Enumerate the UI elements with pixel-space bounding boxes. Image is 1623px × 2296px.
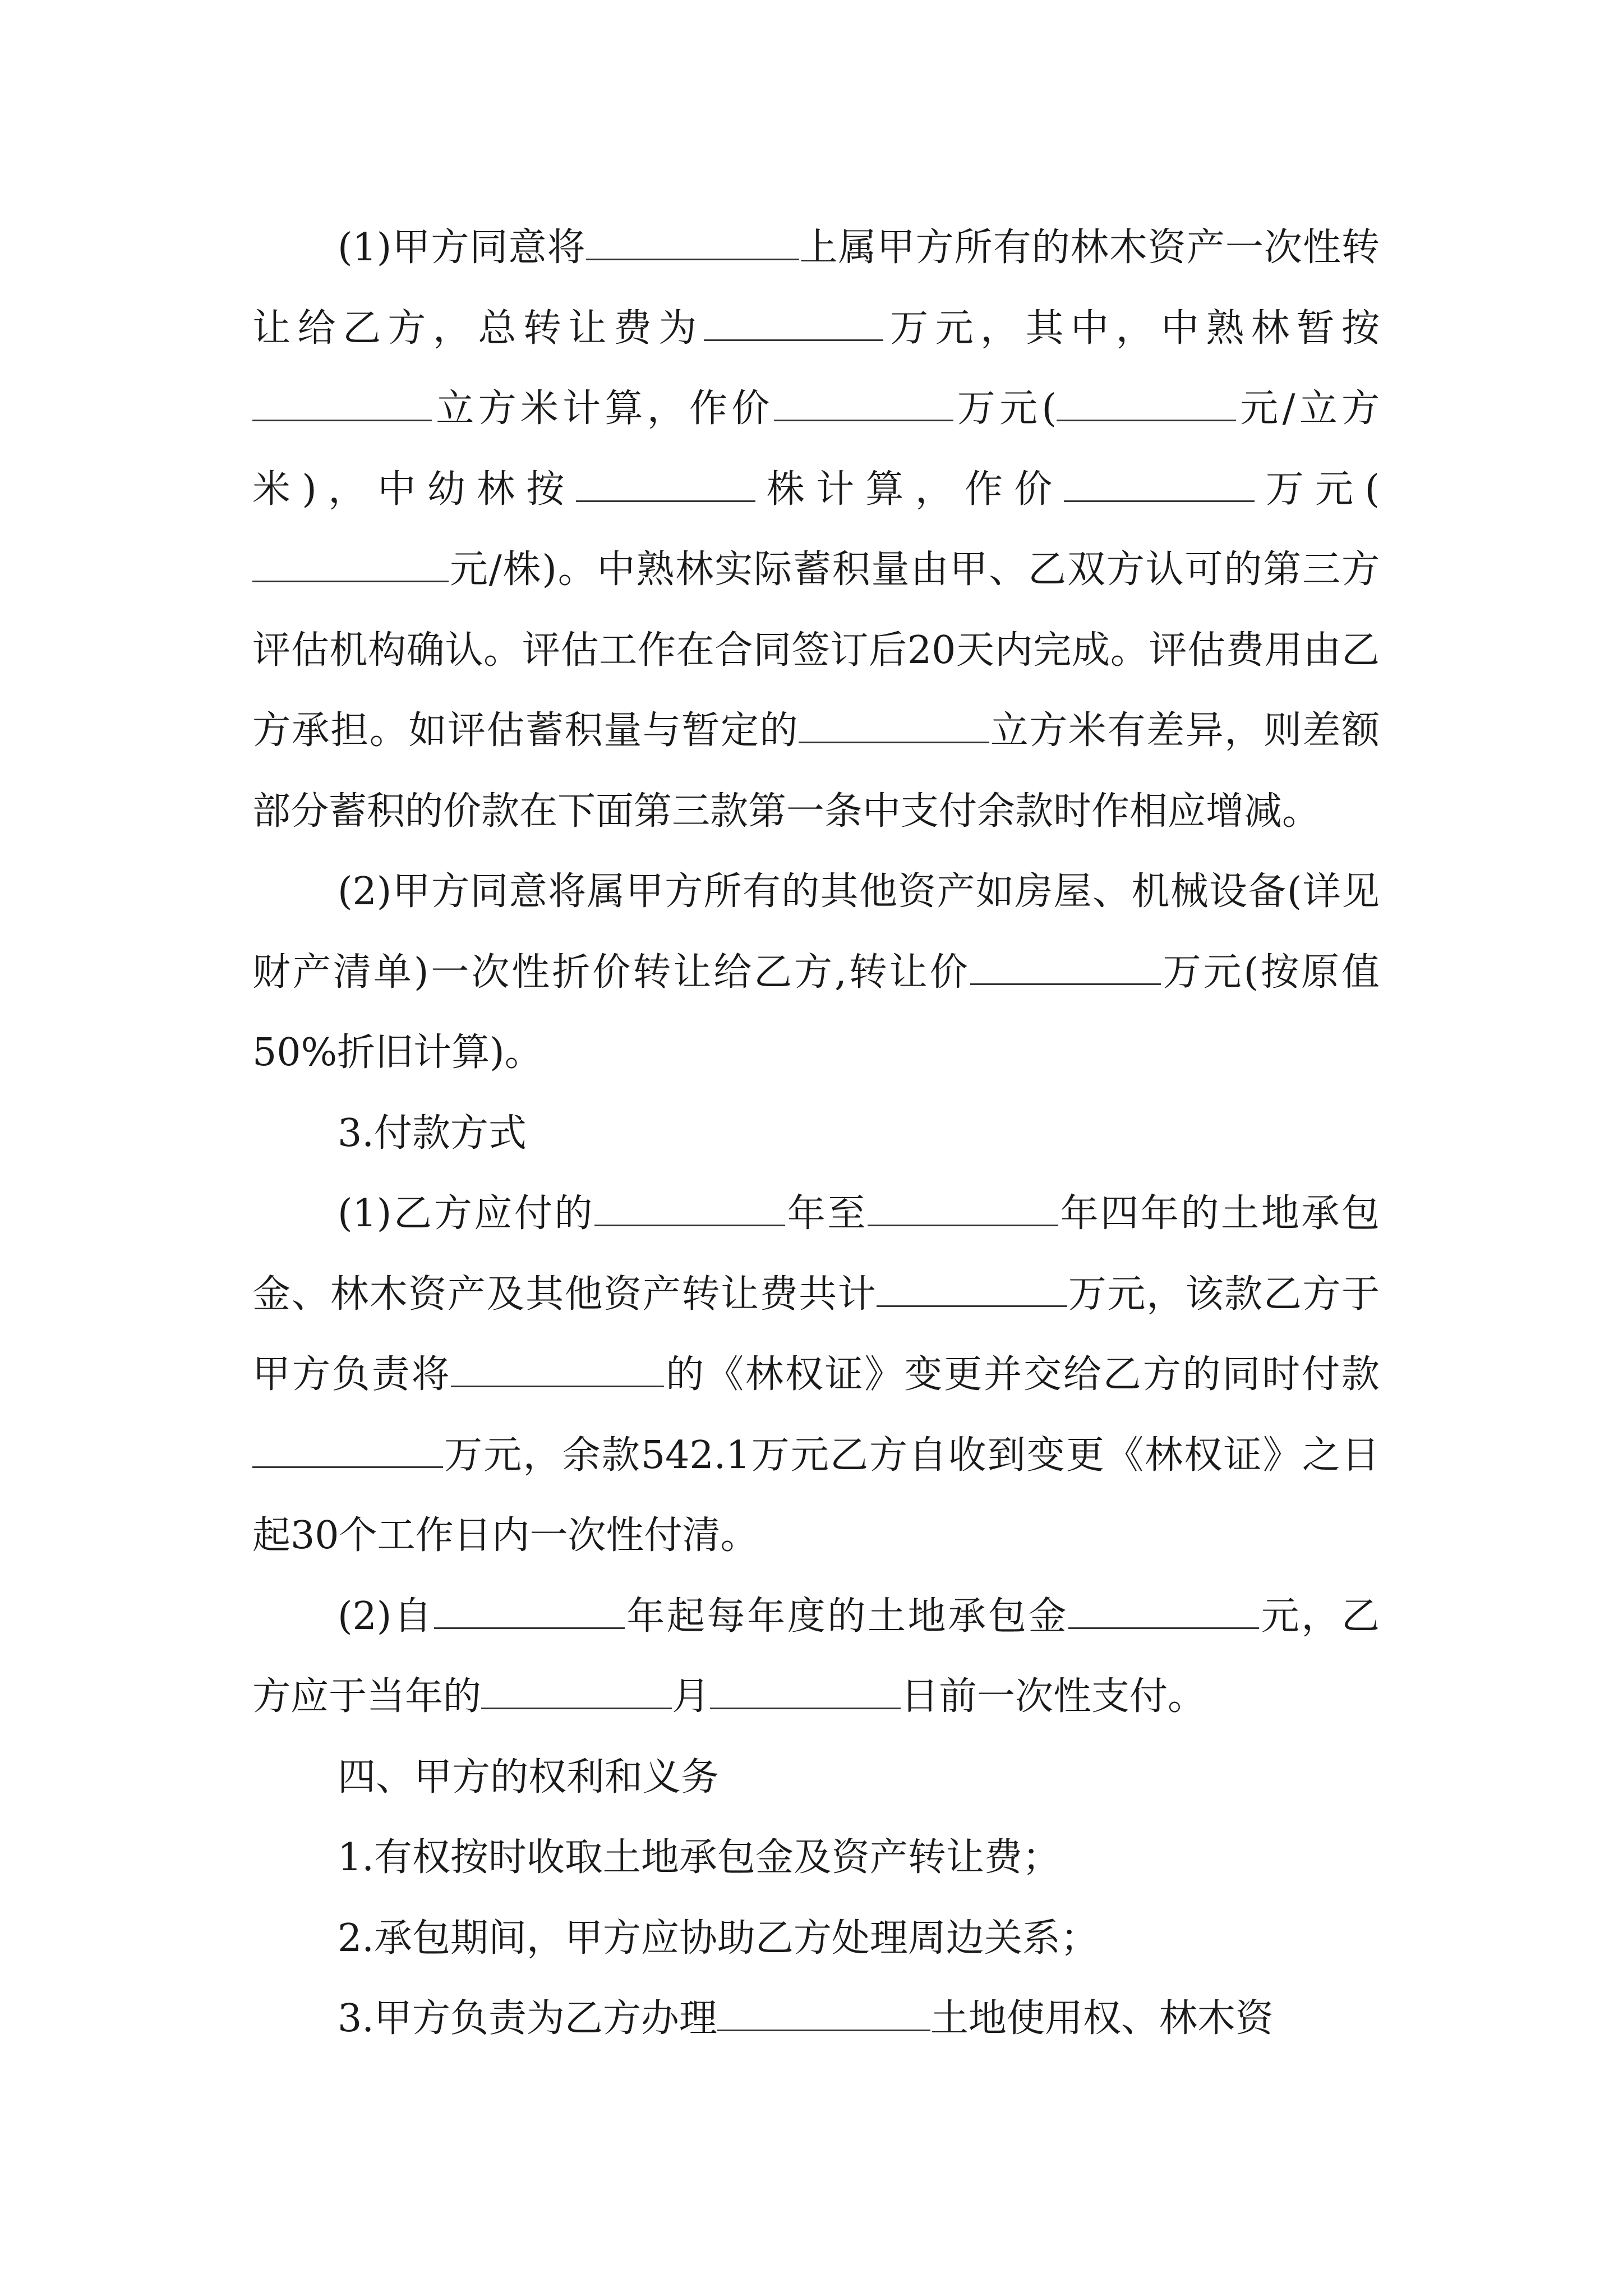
paragraph-p8: [252, 1898, 1380, 1979]
text-run: (1)乙方应付的: [338, 1191, 595, 1236]
text-run: 立方米有差异，则差额部分蓄积的价款在下面第三款第一条中支付余款时作相应增减。: [252, 708, 1380, 834]
text-run: 万元(: [1254, 467, 1380, 512]
fill-in-blank[interactable]: [970, 949, 1161, 984]
text-run: 万元(按原值50%折旧计算)。: [252, 950, 1380, 1075]
text-run: 年四年的土地承包金、林木资产及其他资产转让费共计: [252, 1191, 1380, 1317]
text-run: 年起每年度的土地承包金: [624, 1594, 1069, 1639]
fill-in-blank[interactable]: [704, 305, 883, 341]
contract-body: [252, 208, 1380, 2059]
fill-in-blank[interactable]: [799, 707, 989, 743]
text-run: 元/立方米)，中幼林按: [252, 386, 1380, 512]
text-run: 万元，余款542.1万元乙方自收到变更《林权证》之日起30个工作日内一次性付清。: [252, 1433, 1380, 1558]
fill-in-blank[interactable]: [1057, 385, 1236, 421]
fill-in-blank[interactable]: [576, 466, 755, 501]
fill-in-blank[interactable]: [774, 385, 953, 421]
paragraph-p3: [252, 1093, 1380, 1174]
text-run: 3.付款方式: [338, 1111, 527, 1156]
fill-in-blank[interactable]: [481, 1673, 672, 1709]
fill-in-blank[interactable]: [877, 1271, 1067, 1306]
text-run: 的《林权证》变更并交给乙方的同时付款: [664, 1352, 1380, 1397]
text-run: (2)自: [338, 1594, 434, 1639]
text-run: 万元，其中，中熟林暂按: [883, 306, 1380, 351]
fill-in-blank[interactable]: [451, 1351, 664, 1387]
text-run: 立方米计算，作价: [432, 386, 774, 431]
fill-in-blank[interactable]: [1064, 466, 1255, 501]
paragraph-p6: [252, 1737, 1380, 1818]
paragraph-p7: [252, 1818, 1380, 1898]
fill-in-blank[interactable]: [868, 1190, 1058, 1226]
fill-in-blank[interactable]: [252, 385, 432, 421]
text-run: 年至: [785, 1191, 868, 1236]
fill-in-blank[interactable]: [586, 224, 799, 260]
paragraph-p5: [252, 1576, 1380, 1737]
text-run: 株计算，作价: [755, 467, 1064, 512]
text-run: 土地使用权、林木资: [930, 1996, 1274, 2041]
paragraph-p1: [252, 208, 1380, 852]
text-run: 日前一次性支付。: [901, 1674, 1206, 1719]
fill-in-blank[interactable]: [717, 1995, 930, 2031]
text-run: 元/株)。中熟林实际蓄积量由甲、乙双方认可的第三方评估机构确认。评估工作在合同签订后20天内完成。评估费用由乙方承担。如评估蓄积量与暂定的: [252, 547, 1380, 753]
text-run: 四、甲方的权利和义务: [338, 1755, 720, 1800]
text-run: 上属甲方所有的林木资产一次性转让给乙方，总转让费为: [252, 226, 1380, 351]
fill-in-blank[interactable]: [1068, 1593, 1259, 1628]
text-run: 2.承包期间，甲方应协助乙方处理周边关系；: [338, 1916, 1099, 1961]
fill-in-blank[interactable]: [710, 1673, 901, 1709]
text-run: 元，乙方应于当年的: [252, 1594, 1380, 1719]
text-run: (2)甲方同意将属甲方所有的其他资产如房屋、机械设备(详见财产清单)一次性折价转让给乙方,转让价: [252, 869, 1380, 995]
text-run: 3.甲方负责为乙方办理: [338, 1996, 717, 2041]
text-run: 月: [672, 1674, 711, 1719]
fill-in-blank[interactable]: [252, 1432, 443, 1467]
text-run: 1.有权按时收取土地承包金及资产转让费；: [338, 1835, 1061, 1880]
text-run: (1)甲方同意将: [338, 226, 586, 270]
fill-in-blank[interactable]: [434, 1593, 625, 1628]
fill-in-blank[interactable]: [594, 1190, 785, 1226]
fill-in-blank[interactable]: [252, 546, 449, 582]
text-run: 万元，该款乙方于甲方负责将: [252, 1272, 1380, 1397]
paragraph-p4: [252, 1174, 1380, 1576]
paragraph-p9: [252, 1978, 1380, 2059]
paragraph-p2: [252, 852, 1380, 1093]
text-run: 万元(: [953, 386, 1057, 431]
